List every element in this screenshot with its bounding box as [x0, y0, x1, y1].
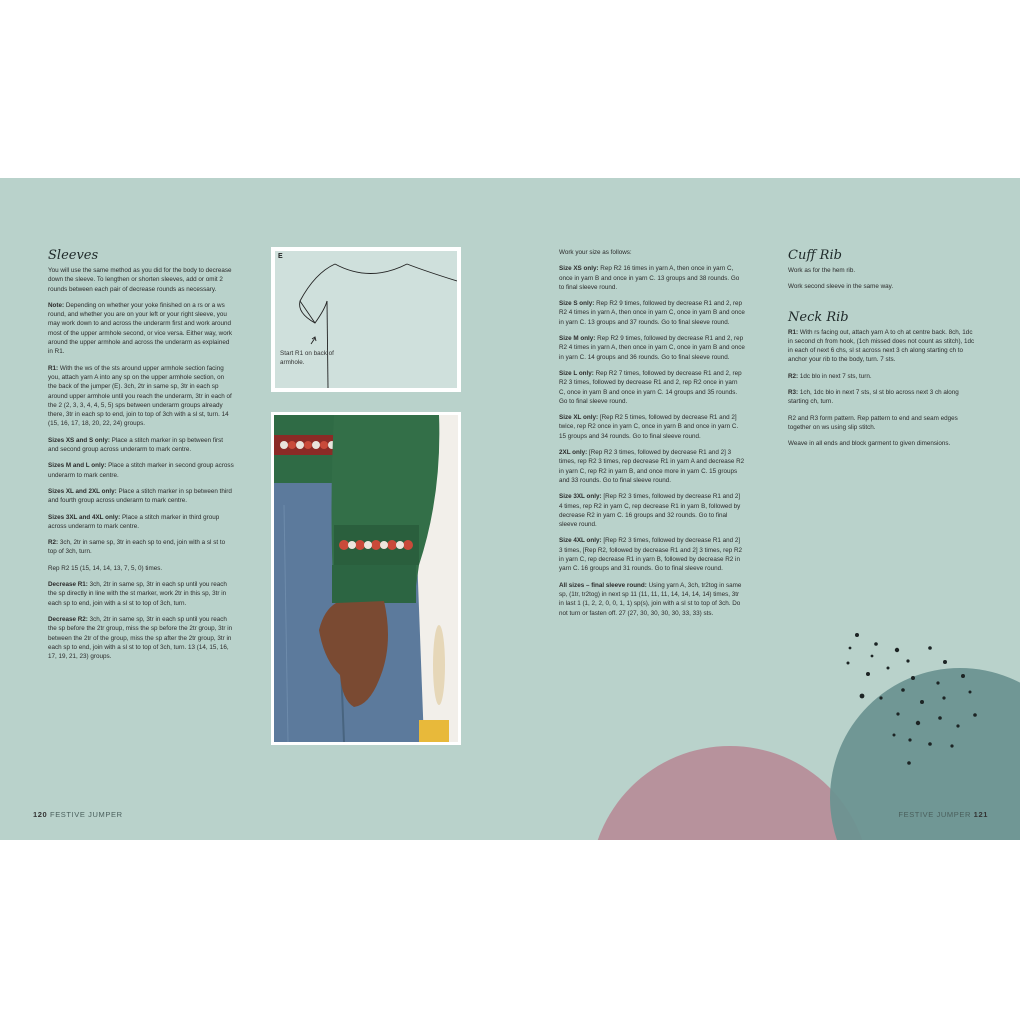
- xs-s-text: Place a stitch marker in sp between first and second group across underarm to mark centre.: [48, 436, 223, 454]
- size-4xl-text: [Rep R2 3 times, followed by decrease R1 and 2] 3 times, [Rep R2, followed by decrease R1 and 2] 3 times, rep R2 in yarn C, rep decrease R1 in yarn B, followed by decrease R2 in yarn C. 16 groups and 31 rounds. Go to final sleeve round.: [559, 537, 743, 573]
- size-xs-paragraph: [559, 264, 745, 292]
- 3xl-4xl-text: Place a stitch marker in third group across underarm to mark centre.: [48, 513, 220, 530]
- r2-label: R2:: [48, 539, 59, 547]
- size-s-label: Size S only:: [559, 300, 595, 308]
- neck-r3-text: 1ch, 1dc blo in next 7 sts, sl st blo across next 3 ch along starting ch, turn.: [788, 389, 959, 406]
- footer-left-title: FESTIVE JUMPER: [47, 810, 123, 819]
- cuff-rib-heading: Cuff Rib: [788, 248, 842, 263]
- neck-r1-text: With rs facing out, attach yarn A to ch at centre back. 8ch, 1dc in second ch from hook, (1ch missed does not count as stitch), 1dc in each of next 6 chs, sl st across next 3 ch along starting ch to anchor your rib to the body, turn. 7 sts.: [788, 328, 975, 364]
- size-m-paragraph: [559, 334, 745, 362]
- r2-paragraph: [48, 538, 234, 557]
- size-l-paragraph: [559, 369, 745, 406]
- xs-s-paragraph: [48, 436, 234, 455]
- rep-r2-paragraph: Rep R2 15 (15, 14, 14, 13, 7, 5, 0) times.: [48, 564, 163, 572]
- armhole-diagram: [271, 247, 461, 392]
- 3xl-4xl-label: Sizes 3XL and 4XL only:: [48, 513, 121, 521]
- xl-2xl-label: Sizes XL and 2XL only:: [48, 487, 117, 495]
- footer-right: [898, 810, 988, 819]
- size-s-paragraph: [559, 299, 745, 327]
- jumper-outline-drawing: [275, 251, 457, 388]
- size-xs-text: Rep R2 16 times in yarn A, then once in yarn C, once in yarn B and once in yarn C. 13 groups and 38 rounds. Go to final sleeve round.: [559, 265, 740, 291]
- dec-r2-paragraph: [48, 615, 234, 661]
- final-round-paragraph: [559, 581, 745, 618]
- size-3xl-text: [Rep R2 3 times, followed by decrease R1 and 2] 4 times, rep R2 in yarn C, rep decrease R1 in yarn B, followed by decrease R2 in yarn C. 16 groups and 32 rounds. Go to final sleeve round.: [559, 493, 741, 529]
- sleeves-intro: You will use the same method as you did for the body to decrease down the sleeve. To lengthen or shorten sleeves, add or omit 2 rounds between each pair of decrease rounds as necessary.: [48, 267, 232, 293]
- cuff-p2: Work second sleeve in the same way.: [788, 283, 894, 291]
- r1-paragraph: [48, 364, 234, 429]
- footer-right-title: FESTIVE JUMPER: [898, 810, 974, 819]
- size-l-text: Rep R2 7 times, followed by decrease R1 and 2, rep R2 3 times, followed by decrease R1 and 2, rep R2 once in yarn C, once in yarn B and once in yarn C. 14 groups and 35 rounds. Go to final sleeve round.: [559, 369, 742, 405]
- sleeves-column: [48, 248, 234, 668]
- r2-text: 3ch, 2tr in same sp, 3tr in each sp to end, join with a sl st to top of 3ch, turn.: [48, 539, 226, 556]
- dec-r1-label: Decrease R1:: [48, 581, 88, 589]
- diagram-letter: E: [278, 253, 283, 260]
- size-m-text: Rep R2 9 times, followed by decrease R1 and 2, rep R2 4 times in yarn A, then once in yarn C, once in yarn B and once in yarn C. 14 groups and 36 rounds. Go to final sleeve round.: [559, 335, 745, 361]
- neck-rib-heading: Neck Rib: [788, 309, 849, 325]
- final-round-label: All sizes – final sleeve round:: [559, 581, 647, 589]
- m-l-paragraph: [48, 461, 234, 480]
- diagram-note: Start R1 on back of armhole.: [280, 350, 334, 366]
- neck-r1-label: R1:: [788, 328, 799, 336]
- xs-s-label: Sizes XS and S only:: [48, 436, 110, 444]
- r1-text: With the ws of the sts around upper armhole section facing you, attach yarn A into any sp on the upper armhole section, on the back of the jumper (E). 3ch, 2tr in same sp, 3tr in each sp around upper armhole until you reach the underarm, 3tr in each of the 2 (2, 3, 3, 4, 4, 5, 5) sps between underarm groups already there, 3tr in each sp to end, join to top of 3ch with a sl st, turn. 14 (15, 16, 17, 18, 20, 22, 24) groups.: [48, 364, 232, 428]
- note-label: Note:: [48, 301, 65, 309]
- sleeve-photo: [271, 412, 461, 745]
- size-4xl-paragraph: [559, 536, 745, 573]
- neck-r3-label: R3:: [788, 389, 799, 397]
- neck-r2-paragraph: [788, 372, 978, 381]
- size-xl-text: [Rep R2 5 times, followed by decrease R1 and 2] twice, rep R2 once in yarn C, once in yarn B and once in yarn C. 15 groups and 34 rounds. Go to final sleeve round.: [559, 414, 739, 440]
- dec-r2-label: Decrease R2:: [48, 615, 88, 623]
- dec-r2-text: 3ch, 2tr in same sp, 3tr in each sp until you reach the sp before the 2tr group, miss the sp before the 2tr group, 3tr in between the 2tr of the group, miss the sp after the 2tr group, 3tr in each sp to end, join with a sl st to top of 3ch, turn. 13 (14, 15, 16, 17, 19, 21, 23) groups.: [48, 615, 233, 661]
- size-4xl-label: Size 4XL only:: [559, 537, 602, 545]
- size-xl-paragraph: [559, 413, 745, 441]
- note-text: Depending on whether your yoke finished on a rs or a ws round, and whether you are on your left or your right sleeve, you may work down to and across the underarm first and work around most of the upper armhole second, or vice versa. Either way, work around the upper armhole and across the underarm as explained in R1.: [48, 301, 232, 356]
- size-2xl-paragraph: [559, 448, 745, 485]
- sizes-intro: Work your size as follows:: [559, 249, 632, 256]
- page-number-left: 120: [33, 810, 48, 819]
- neck-p5: Weave in all ends and block garment to given dimensions.: [788, 440, 951, 448]
- size-2xl-text: [Rep R2 3 times, followed by decrease R1 and 2] 3 times, rep R2 3 times, rep decrease R1 in yarn A and decrease R2 in yarn C, rep R2 in yarn B, and once more in yarn C. 15 groups and 33 rounds. Go to final sleeve round.: [559, 449, 745, 484]
- xl-2xl-paragraph: [48, 487, 234, 506]
- cuff-p1: Work as for the hem rib.: [788, 267, 856, 274]
- rib-column: [788, 248, 978, 456]
- neck-r1-paragraph: [788, 328, 978, 365]
- final-round-text: Using yarn A, 3ch, tr2tog in same sp, (1tr, tr2tog) in next sp 11 (11, 11, 11, 14, 14, 14, 14) times, 3tr in last 1 (1, 2, 2, 0, 0, 1, 1) sp(s), join with a sl st to top of 3ch. Do not turn or fasten off. 27 (27, 30, 30, 30, 30, 33, 33) sts.: [559, 581, 742, 617]
- size-xs-label: Size XS only:: [559, 265, 599, 273]
- xl-2xl-text: Place a stitch marker in sp between third and fourth group across underarm to mark centre.: [48, 487, 232, 505]
- size-3xl-label: Size 3XL only:: [559, 493, 602, 501]
- neck-r3-paragraph: [788, 388, 978, 407]
- size-3xl-paragraph: [559, 492, 745, 529]
- note-paragraph: [48, 301, 234, 357]
- dec-r1-paragraph: [48, 580, 234, 608]
- size-l-label: Size L only:: [559, 369, 594, 377]
- m-l-text: Place a stitch marker in second group across underarm to mark centre.: [48, 462, 234, 479]
- book-spread: [0, 178, 1020, 840]
- sleeve-photo-illustration: [274, 415, 458, 742]
- size-xl-label: Size XL only:: [559, 414, 599, 422]
- footer-left: [33, 810, 123, 819]
- sizes-column: [559, 248, 745, 625]
- size-m-label: Size M only:: [559, 335, 596, 343]
- dec-r1-text: 3ch, 2tr in same sp, 3tr in each sp until you reach the sp directly in line with the st marker, work 2tr in this sp, 3tr in each sp to end, join with a sl st to top of 3ch, turn.: [48, 581, 227, 607]
- 3xl-4xl-paragraph: [48, 513, 234, 532]
- neck-r2-text: 1dc blo in next 7 sts, turn.: [798, 372, 872, 380]
- m-l-label: Sizes M and L only:: [48, 462, 107, 470]
- size-2xl-label: 2XL only:: [559, 449, 588, 457]
- r1-label: R1:: [48, 364, 59, 372]
- page-number-right: 121: [973, 810, 988, 819]
- neck-p4: R2 and R3 form pattern. Rep pattern to end and seam edges together on ws using slip stitch.: [788, 414, 958, 431]
- neck-r2-label: R2:: [788, 372, 799, 380]
- pink-circle: [590, 746, 870, 840]
- sleeves-heading: Sleeves: [48, 248, 99, 263]
- size-s-text: Rep R2 9 times, followed by decrease R1 and 2, rep R2 4 times in yarn A, then once in yarn C, once in yarn B and once in yarn C. 13 groups and 37 rounds. Go to final sleeve round.: [559, 300, 745, 326]
